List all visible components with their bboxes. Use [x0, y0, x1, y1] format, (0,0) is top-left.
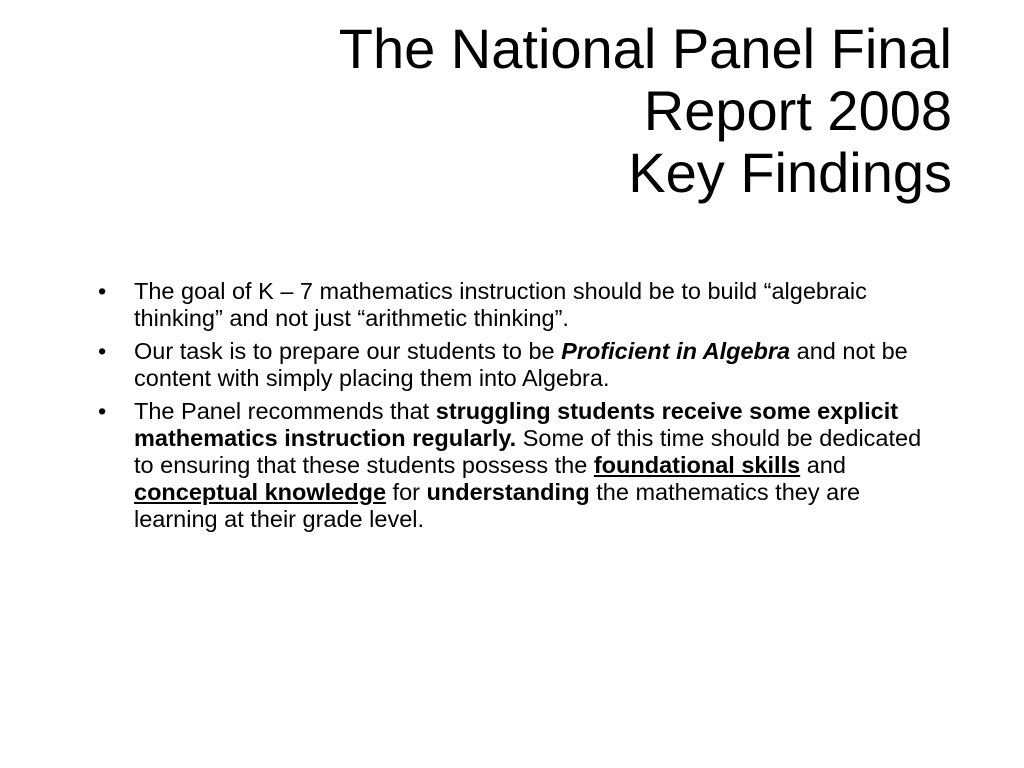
bullet-list [96, 278, 936, 539]
bullet-2-text-before: Our task is to prepare our students to be [134, 338, 562, 364]
bullet-3-part-5: the mathematics they are learning at their grade level. [134, 479, 861, 532]
bullet-item-3 [96, 398, 936, 533]
title-line-3: Key Findings [628, 141, 952, 204]
bullet-3-bold-phrase: struggling students receive some explicit mathematics instruction regularly. [134, 398, 899, 451]
slide-title [152, 18, 952, 204]
bullet-item-2 [96, 338, 936, 392]
title-line-2: Report 2008 [643, 79, 952, 142]
bullet-2-text-after: and not be content with simply placing them into Algebra. [134, 338, 908, 391]
title-line-1: The National Panel Final [338, 17, 952, 80]
bullet-3-part-3: and [800, 452, 846, 478]
bullet-icon: • [98, 338, 107, 364]
foundational-skills-term: foundational skills [593, 452, 801, 478]
bullet-3-part-1: The Panel recommends that [134, 398, 436, 424]
bullet-icon: • [98, 398, 107, 424]
conceptual-knowledge-term: conceptual knowledge [134, 479, 387, 505]
bullet-icon: • [98, 278, 107, 304]
bullet-3-part-4: for [386, 479, 427, 505]
understanding-term: understanding [426, 479, 590, 505]
bullet-3-part-2: Some of this time should be dedicated to ensuring that these students possess the [134, 425, 922, 478]
bullet-1-text: The goal of K – 7 mathematics instruction should be to build “algebraic thinking” and not just “arithmetic thinking”. [134, 278, 867, 331]
bullet-item-1 [96, 278, 936, 332]
bullet-2-emphasis: Proficient in Algebra [561, 338, 791, 364]
